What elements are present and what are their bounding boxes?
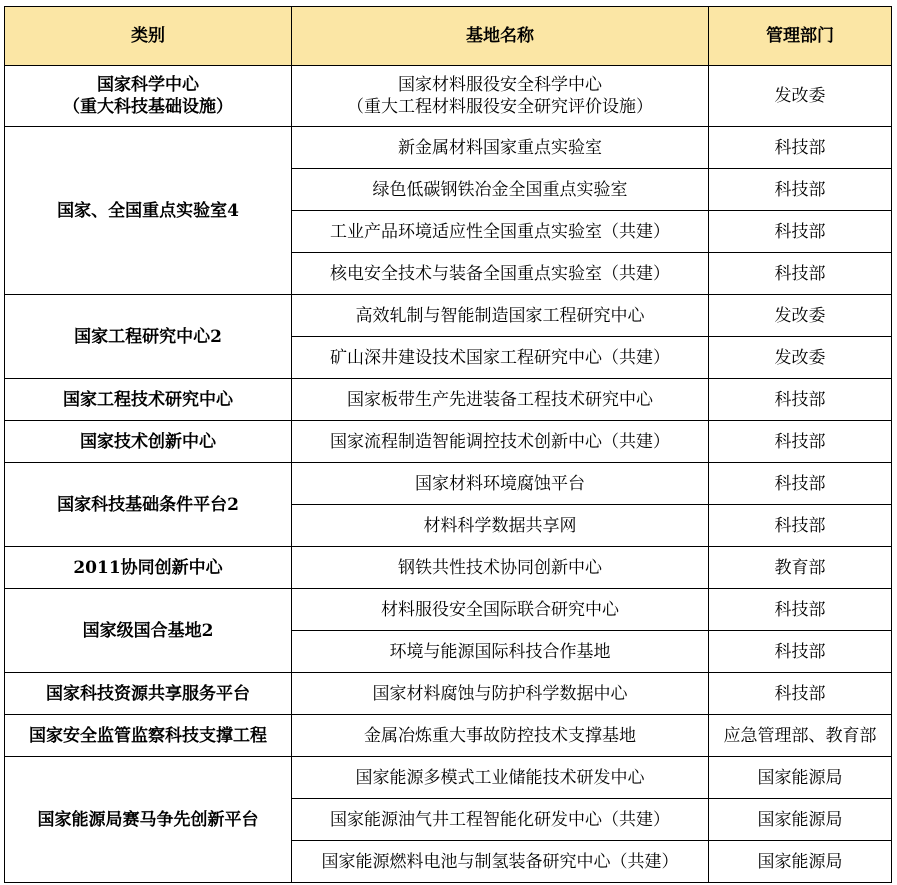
base-name-cell: 金属冶炼重大事故防控技术支撑基地 <box>292 715 709 757</box>
table-row <box>5 589 892 631</box>
department-cell: 国家能源局 <box>709 757 892 799</box>
department-cell: 科技部 <box>709 673 892 715</box>
table-row <box>5 421 892 463</box>
department-cell: 科技部 <box>709 505 892 547</box>
base-name-cell: 国家板带生产先进装备工程技术研究中心 <box>292 379 709 421</box>
table-row <box>5 127 892 169</box>
base-name-cell: 钢铁共性技术协同创新中心 <box>292 547 709 589</box>
department-cell: 应急管理部、教育部 <box>709 715 892 757</box>
table-row <box>5 379 892 421</box>
department-cell: 科技部 <box>709 169 892 211</box>
base-name-cell: 国家能源油气井工程智能化研发中心（共建） <box>292 799 709 841</box>
category-cell: 国家科技资源共享服务平台 <box>5 673 292 715</box>
base-name-cell: 国家能源多模式工业储能技术研发中心 <box>292 757 709 799</box>
department-cell: 科技部 <box>709 589 892 631</box>
department-cell: 科技部 <box>709 421 892 463</box>
department-cell: 教育部 <box>709 547 892 589</box>
base-name-line1: 国家材料服役安全科学中心 <box>398 75 602 95</box>
base-name-cell: 国家能源燃料电池与制氢装备研究中心（共建） <box>292 841 709 883</box>
base-name-cell: 国家材料腐蚀与防护科学数据中心 <box>292 673 709 715</box>
category-line1: 国家科学中心 <box>97 75 199 95</box>
category-cell: 国家能源局赛马争先创新平台 <box>5 757 292 883</box>
base-name-cell: 国家流程制造智能调控技术创新中心（共建） <box>292 421 709 463</box>
header-category: 类别 <box>5 7 292 66</box>
base-name-cell <box>292 66 709 127</box>
category-cell: 国家工程技术研究中心 <box>5 379 292 421</box>
category-cell: 国家安全监管监察科技支撑工程 <box>5 715 292 757</box>
base-name-cell: 核电安全技术与装备全国重点实验室（共建） <box>292 253 709 295</box>
department-cell: 科技部 <box>709 463 892 505</box>
base-name-cell: 环境与能源国际科技合作基地 <box>292 631 709 673</box>
header-base-name: 基地名称 <box>292 7 709 66</box>
base-name-cell: 工业产品环境适应性全国重点实验室（共建） <box>292 211 709 253</box>
base-name-cell: 新金属材料国家重点实验室 <box>292 127 709 169</box>
category-cell <box>5 66 292 127</box>
category-cell: 国家工程研究中心2 <box>5 295 292 379</box>
base-name-cell: 国家材料环境腐蚀平台 <box>292 463 709 505</box>
research-bases-table <box>4 6 892 883</box>
base-name-cell: 材料服役安全国际联合研究中心 <box>292 589 709 631</box>
category-cell: 国家技术创新中心 <box>5 421 292 463</box>
department-cell: 国家能源局 <box>709 799 892 841</box>
base-name-cell: 矿山深井建设技术国家工程研究中心（共建） <box>292 337 709 379</box>
department-cell: 发改委 <box>709 66 892 127</box>
table-row <box>5 715 892 757</box>
category-line2: （重大科技基础设施） <box>63 97 233 117</box>
table-row <box>5 463 892 505</box>
category-cell: 2011协同创新中心 <box>5 547 292 589</box>
department-cell: 科技部 <box>709 127 892 169</box>
department-cell: 发改委 <box>709 337 892 379</box>
table-row <box>5 66 892 127</box>
department-cell: 发改委 <box>709 295 892 337</box>
department-cell: 科技部 <box>709 631 892 673</box>
table-row <box>5 673 892 715</box>
base-name-line2: （重大工程材料服役安全研究评价设施） <box>347 97 653 117</box>
base-name-cell: 高效轧制与智能制造国家工程研究中心 <box>292 295 709 337</box>
table-row <box>5 295 892 337</box>
table-row <box>5 547 892 589</box>
category-cell: 国家科技基础条件平台2 <box>5 463 292 547</box>
base-name-cell: 材料科学数据共享网 <box>292 505 709 547</box>
department-cell: 科技部 <box>709 211 892 253</box>
table-row <box>5 757 892 799</box>
base-name-cell: 绿色低碳钢铁冶金全国重点实验室 <box>292 169 709 211</box>
category-cell: 国家级国合基地2 <box>5 589 292 673</box>
category-cell: 国家、全国重点实验室4 <box>5 127 292 295</box>
department-cell: 科技部 <box>709 379 892 421</box>
header-row <box>5 7 892 66</box>
department-cell: 国家能源局 <box>709 841 892 883</box>
department-cell: 科技部 <box>709 253 892 295</box>
header-department: 管理部门 <box>709 7 892 66</box>
